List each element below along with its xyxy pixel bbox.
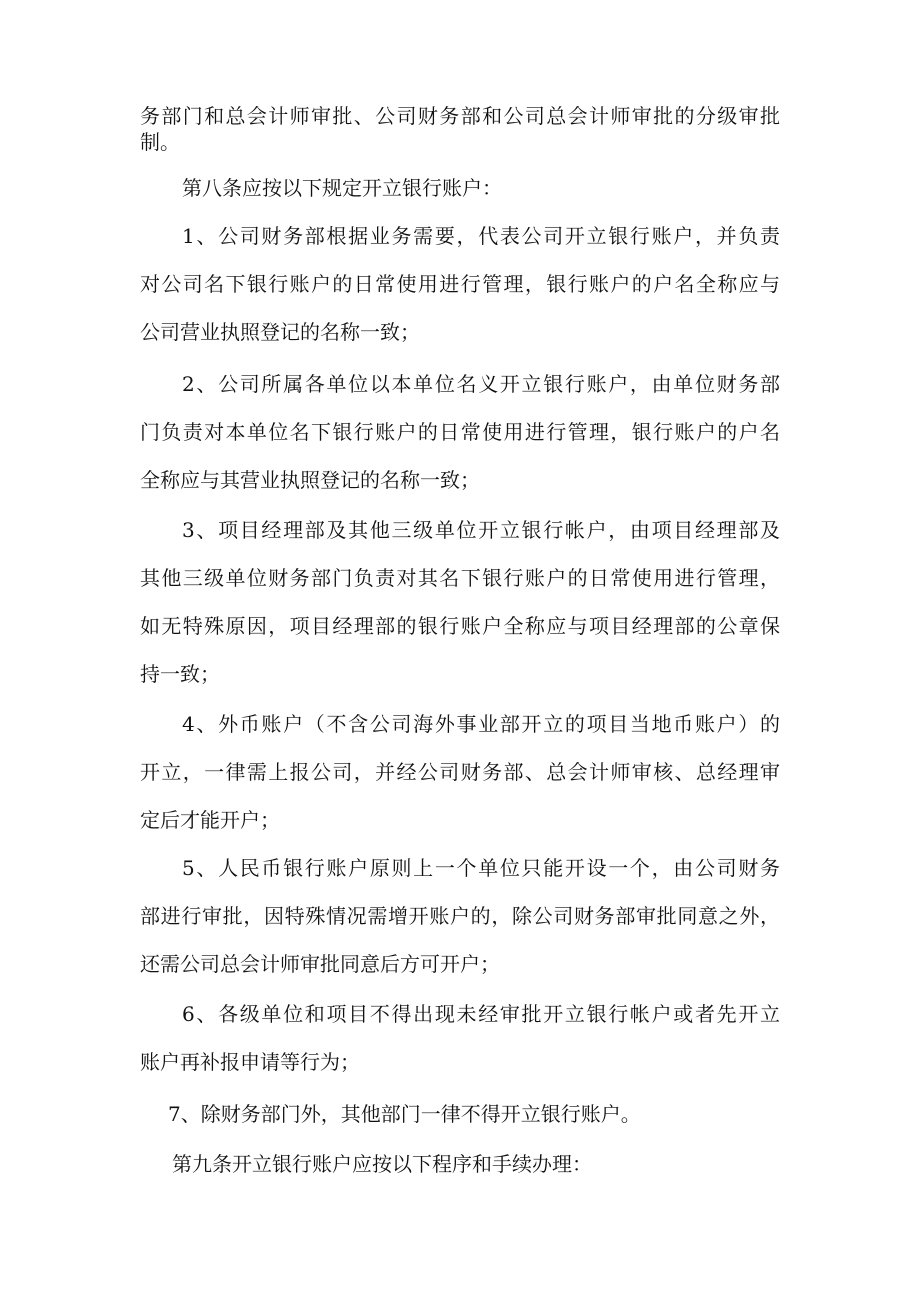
paragraph-line: 门负责对本单位名下银行账户的日常使用进行管理，银行账户的户名 xyxy=(140,420,780,444)
paragraph-line: 全称应与其营业执照登记的名称一致； xyxy=(140,468,480,492)
paragraph-line: 定后才能开户； xyxy=(140,808,280,832)
paragraph-line: 6、各级单位和项目不得出现未经审批开立银行帐户或者先开立 xyxy=(182,1002,780,1026)
paragraph-line: 公司营业执照登记的名称一致； xyxy=(140,320,420,344)
paragraph-line: 其他三级单位财务部门负责对其名下银行账户的日常使用进行管理， xyxy=(140,566,780,590)
paragraph-line: 5、人民币银行账户原则上一个单位只能开设一个，由公司财务 xyxy=(182,856,780,880)
article-heading-8: 第八条应按以下规定开立银行账户： xyxy=(182,176,502,200)
paragraph-line: 4、外币账户（不含公司海外事业部开立的项目当地币账户）的 xyxy=(182,712,780,736)
paragraph-line: 开立，一律需上报公司，并经公司财务部、总会计师审核、总经理审 xyxy=(140,760,780,784)
paragraph-line: 账户再补报申请等行为； xyxy=(140,1050,360,1074)
paragraph-line: 还需公司总会计师审批同意后方可开户； xyxy=(140,952,500,976)
paragraph-line: 持一致； xyxy=(140,662,220,686)
paragraph-line: 务部门和总会计师审批、公司财务部和公司总会计师审批的分级审批 xyxy=(140,104,780,128)
paragraph-line: 制。 xyxy=(140,130,180,154)
paragraph-line: 7、除财务部门外，其他部门一律不得开立银行账户。 xyxy=(168,1102,641,1126)
paragraph-line: 部进行审批，因特殊情况需增开账户的，除公司财务部审批同意之外， xyxy=(140,904,780,928)
paragraph-line: 2、公司所属各单位以本单位名义开立银行账户，由单位财务部 xyxy=(182,372,780,396)
paragraph-line: 3、项目经理部及其他三级单位开立银行帐户，由项目经理部及 xyxy=(182,518,780,542)
paragraph-line: 如无特殊原因，项目经理部的银行账户全称应与项目经理部的公章保 xyxy=(140,614,780,638)
article-heading-9: 第九条开立银行账户应按以下程序和手续办理： xyxy=(172,1152,592,1176)
paragraph-line: 1、公司财务部根据业务需要，代表公司开立银行账户，并负责 xyxy=(182,224,780,248)
paragraph-line: 对公司名下银行账户的日常使用进行管理，银行账户的户名全称应与 xyxy=(140,272,780,296)
